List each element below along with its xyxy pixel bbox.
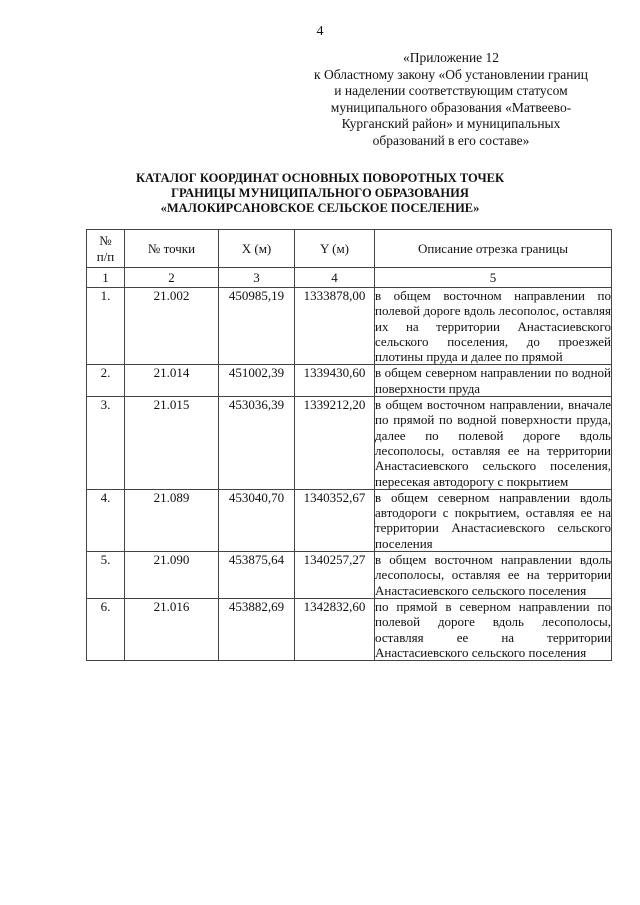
header-num-line2: п/п (96, 248, 115, 264)
index-cell: 5 (375, 268, 612, 288)
row-num: 5. (87, 552, 125, 599)
index-cell: 2 (125, 268, 219, 288)
row-desc: в общем северном направлении вдоль автодороги с покрытием, оставляя ее на территории Анастасиевского сельского поселения (375, 489, 611, 551)
row-x: 453875,64 (219, 552, 295, 599)
header-x: X (м) (219, 230, 295, 268)
table-row (87, 598, 612, 660)
catalog-title-line: КАТАЛОГ КООРДИНАТ ОСНОВНЫХ ПОВОРОТНЫХ ТОЧЕК (135, 171, 505, 185)
row-point: 21.015 (125, 397, 219, 490)
row-point: 21.014 (125, 365, 219, 397)
row-desc: по прямой в северном направлении по полевой дороге вдоль лесополосы, оставляя ее на территории Анастасиевского сельского поселения (375, 598, 611, 660)
header-desc: Описание отрезка границы (375, 230, 612, 268)
index-cell: 3 (219, 268, 295, 288)
row-num: 2. (87, 365, 125, 397)
appendix-line: к Областному закону «Об установлении границ (314, 66, 588, 82)
table-row (87, 397, 612, 490)
row-x: 453882,69 (219, 598, 295, 660)
row-y: 1339212,20 (295, 397, 375, 490)
table-row (87, 489, 612, 551)
row-num: 4. (87, 489, 125, 551)
header-num-line1: № (99, 233, 112, 249)
coordinates-table (86, 229, 612, 661)
row-desc: в общем восточном направлении по полевой дороге вдоль лесополос, оставляя их на территории Анастасиевского сельского поселения, до проезжей плотины пруда и далее по прямой (375, 288, 611, 365)
row-y: 1339430,60 (295, 365, 375, 397)
index-cell: 1 (87, 268, 125, 288)
catalog-title-line: ГРАНИЦЫ МУНИЦИПАЛЬНОГО ОБРАЗОВАНИЯ (171, 186, 469, 200)
header-y: Y (м) (295, 230, 375, 268)
table-row (87, 552, 612, 599)
row-point: 21.016 (125, 598, 219, 660)
appendix-title: «Приложение 12 (402, 50, 500, 65)
header-point: № точки (125, 230, 219, 268)
row-num: 3. (87, 397, 125, 490)
page-number: 4 (316, 24, 324, 39)
catalog-title (0, 171, 640, 216)
table-row (87, 365, 612, 397)
row-point: 21.002 (125, 288, 219, 365)
row-y: 1340352,67 (295, 489, 375, 551)
row-desc: в общем восточном направлении вдоль лесополосы, оставляя ее на территории Анастасиевского сельского поселения (375, 552, 611, 598)
header-num (87, 230, 125, 268)
row-y: 1340257,27 (295, 552, 375, 599)
row-y: 1333878,00 (295, 288, 375, 365)
catalog-title-line: «МАЛОКИРСАНОВСКОЕ СЕЛЬСКОЕ ПОСЕЛЕНИЕ» (160, 201, 480, 215)
row-num: 1. (87, 288, 125, 365)
row-desc: в общем северном направлении по водной поверхности пруда (375, 365, 611, 396)
appendix-header (281, 50, 621, 149)
row-y: 1342832,60 (295, 598, 375, 660)
row-x: 453036,39 (219, 397, 295, 490)
index-cell: 4 (295, 268, 375, 288)
table-row (87, 288, 612, 365)
row-x: 453040,70 (219, 489, 295, 551)
row-x: 450985,19 (219, 288, 295, 365)
appendix-line: Курганский район» и муниципальных (341, 116, 561, 131)
row-desc: в общем восточном направлении, вначале по прямой по водной поверхности пруда, далее по полевой дороге вдоль лесополосы, оставляя ее на территории Анастасиевского сельского поселения, пересекая автодорогу с покрытием (375, 397, 611, 489)
appendix-line: и наделении соответствующим статусом (334, 83, 568, 98)
row-num: 6. (87, 598, 125, 660)
row-point: 21.089 (125, 489, 219, 551)
table-index-row (87, 268, 612, 288)
row-x: 451002,39 (219, 365, 295, 397)
row-point: 21.090 (125, 552, 219, 599)
appendix-line: образований в его составе» (372, 132, 530, 148)
appendix-line: муниципального образования «Матвеево- (330, 99, 572, 115)
table-header-row (87, 230, 612, 268)
